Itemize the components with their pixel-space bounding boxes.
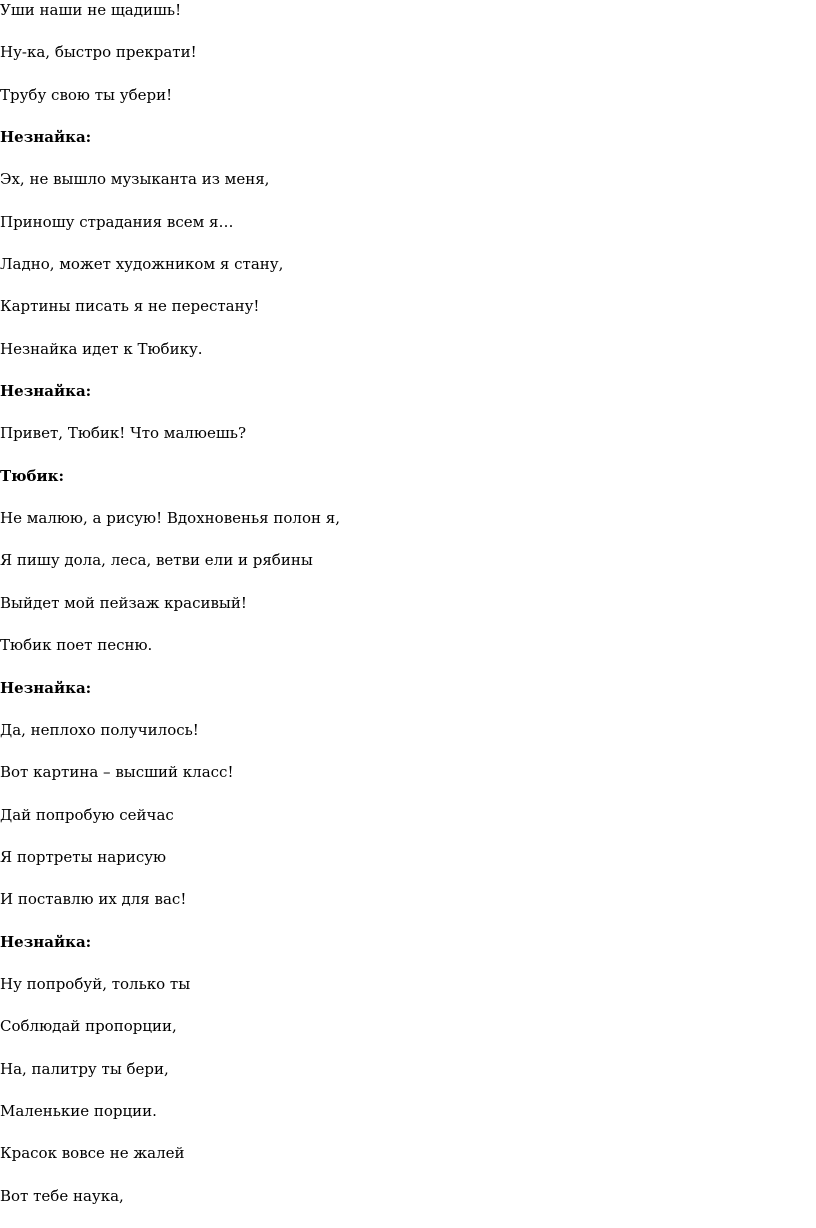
verse-line: Вот тебе наука, — [0, 1186, 124, 1205]
verse-line: Я портреты нарисую — [0, 847, 167, 866]
verse-line: Красок вовсе не жалей — [0, 1144, 185, 1163]
verse-line: Не малюю, а рисую! Вдохновенья полон я, — [0, 509, 340, 528]
verse-line: Эх, не вышло музыканта из меня, — [0, 170, 270, 189]
verse-line: Да, неплохо получилось! — [0, 720, 199, 739]
stage-direction: Незнайка идет к Тюбику. — [0, 339, 203, 358]
stage-direction: Тюбик поет песню. — [0, 636, 153, 655]
speaker-label: Тюбик: — [0, 466, 65, 485]
verse-line: Соблюдай пропорции, — [0, 1017, 177, 1036]
verse-line: Я пишу дола, леса, ветви ели и рябины — [0, 551, 313, 570]
verse-line: И поставлю их для вас! — [0, 890, 187, 909]
verse-line: Приношу страдания всем я… — [0, 212, 234, 231]
verse-line: Вот картина – высший класс! — [0, 763, 234, 782]
verse-line: Маленькие порции. — [0, 1101, 157, 1120]
verse-line: На, палитру ты бери, — [0, 1059, 169, 1078]
verse-line: Ладно, может художником я стану, — [0, 255, 284, 274]
verse-line: Привет, Тюбик! Что малюешь? — [0, 424, 247, 443]
verse-line: Ну попробуй, только ты — [0, 974, 191, 993]
verse-line: Уши наши не щадишь! — [0, 1, 182, 19]
verse-line: Трубу свою ты убери! — [0, 85, 173, 104]
verse-line: Дай попробую сейчас — [0, 805, 174, 824]
speaker-label: Незнайка: — [0, 932, 92, 951]
verse-line: Выйдет мой пейзаж красивый! — [0, 593, 247, 612]
speaker-label: Незнайка: — [0, 382, 92, 401]
speaker-label: Незнайка: — [0, 678, 92, 697]
verse-line: Картины писать я не перестану! — [0, 297, 260, 316]
speaker-label: Незнайка: — [0, 128, 92, 147]
verse-line: Ну-ка, быстро прекрати! — [0, 43, 197, 62]
